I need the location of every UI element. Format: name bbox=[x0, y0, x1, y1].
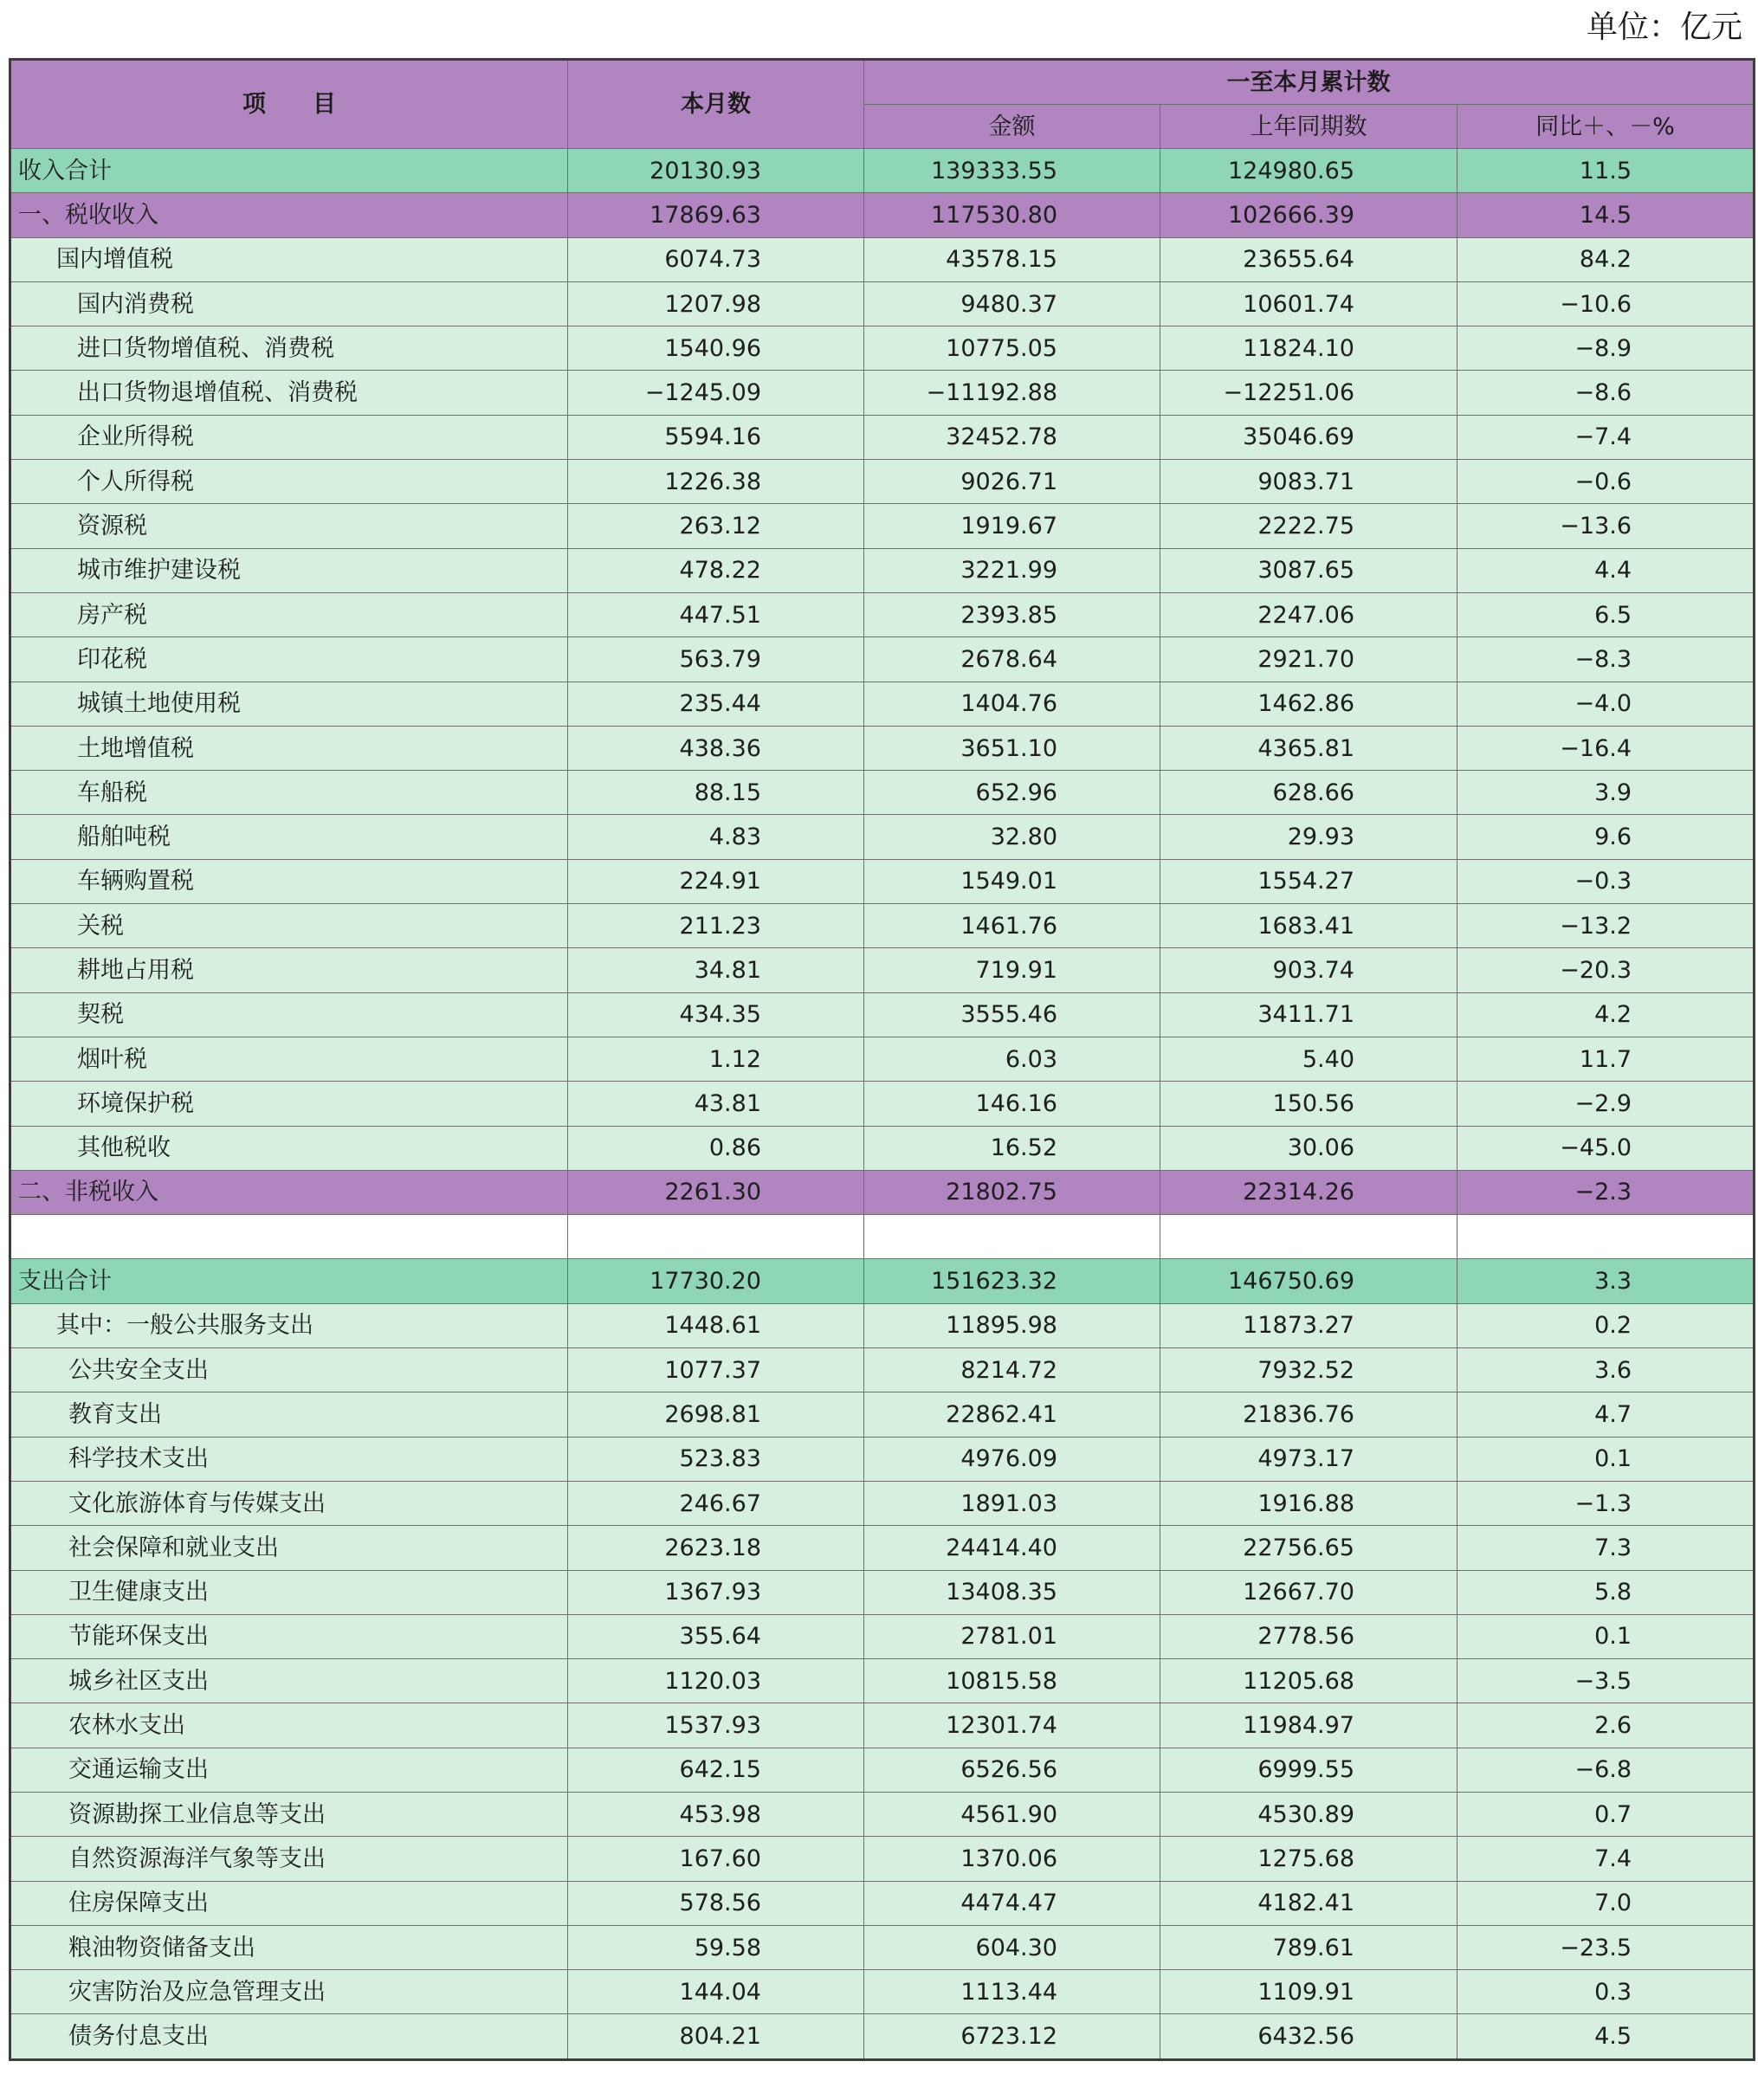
last-year-amount: 30.06 bbox=[1160, 1126, 1457, 1170]
last-year-amount: 1916.88 bbox=[1160, 1481, 1457, 1525]
cumulative-amount: 6723.12 bbox=[864, 2014, 1160, 2059]
yoy-percent: −2.3 bbox=[1457, 1170, 1755, 1214]
table-row bbox=[10, 1037, 1755, 1081]
last-year-amount: 29.93 bbox=[1160, 815, 1457, 859]
row-label: 印花税 bbox=[10, 637, 568, 682]
table-row bbox=[10, 1392, 1755, 1437]
month-value: 447.51 bbox=[568, 592, 864, 636]
cumulative-amount: 139333.55 bbox=[864, 149, 1160, 193]
last-year-amount: 11984.97 bbox=[1160, 1703, 1457, 1748]
row-label: 文化旅游体育与传媒支出 bbox=[10, 1481, 568, 1525]
yoy-percent: 7.3 bbox=[1457, 1526, 1755, 1570]
table-row bbox=[10, 1614, 1755, 1658]
cumulative-amount: 13408.35 bbox=[864, 1570, 1160, 1614]
table-row bbox=[10, 237, 1755, 281]
table-row bbox=[10, 1703, 1755, 1748]
last-year-amount bbox=[1160, 1215, 1457, 1259]
row-label: 国内增值税 bbox=[10, 237, 568, 281]
cumulative-amount: 1919.67 bbox=[864, 504, 1160, 548]
row-label: 社会保障和就业支出 bbox=[10, 1526, 568, 1570]
table-row bbox=[10, 1881, 1755, 1925]
yoy-percent: 3.9 bbox=[1457, 771, 1755, 815]
cumulative-amount: 9480.37 bbox=[864, 281, 1160, 326]
header-last-year: 上年同期数 bbox=[1160, 105, 1457, 149]
yoy-percent: 7.4 bbox=[1457, 1837, 1755, 1881]
month-value: 563.79 bbox=[568, 637, 864, 682]
header-yoy: 同比＋、－% bbox=[1457, 105, 1755, 149]
yoy-percent: −45.0 bbox=[1457, 1126, 1755, 1170]
row-label: 教育支出 bbox=[10, 1392, 568, 1437]
month-value: 4.83 bbox=[568, 815, 864, 859]
last-year-amount: −12251.06 bbox=[1160, 371, 1457, 415]
cumulative-amount: 719.91 bbox=[864, 948, 1160, 992]
table-spacer-row bbox=[10, 1215, 1755, 1259]
month-value: 263.12 bbox=[568, 504, 864, 548]
last-year-amount: 124980.65 bbox=[1160, 149, 1457, 193]
row-label: 一、税收收入 bbox=[10, 193, 568, 237]
row-label: 城市维护建设税 bbox=[10, 548, 568, 592]
table-row bbox=[10, 948, 1755, 992]
last-year-amount: 10601.74 bbox=[1160, 281, 1457, 326]
table-row bbox=[10, 1481, 1755, 1525]
row-label: 房产税 bbox=[10, 592, 568, 636]
month-value: 6074.73 bbox=[568, 237, 864, 281]
month-value: 43.81 bbox=[568, 1082, 864, 1126]
last-year-amount: 21836.76 bbox=[1160, 1392, 1457, 1437]
yoy-percent: 7.0 bbox=[1457, 1881, 1755, 1925]
yoy-percent: −1.3 bbox=[1457, 1481, 1755, 1525]
month-value: 224.91 bbox=[568, 859, 864, 903]
row-label: 农林水支出 bbox=[10, 1703, 568, 1748]
table-row bbox=[10, 904, 1755, 948]
row-label: 资源勘探工业信息等支出 bbox=[10, 1792, 568, 1836]
cumulative-amount: 1891.03 bbox=[864, 1481, 1160, 1525]
table-row bbox=[10, 726, 1755, 770]
table-row bbox=[10, 815, 1755, 859]
month-value: 1448.61 bbox=[568, 1303, 864, 1347]
yoy-percent: 14.5 bbox=[1457, 193, 1755, 237]
yoy-percent: −23.5 bbox=[1457, 1925, 1755, 1969]
yoy-percent: −2.9 bbox=[1457, 1082, 1755, 1126]
cumulative-amount: 4561.90 bbox=[864, 1792, 1160, 1836]
row-label: 土地增值税 bbox=[10, 726, 568, 770]
month-value bbox=[568, 1215, 864, 1259]
table-row bbox=[10, 460, 1755, 504]
yoy-percent: 0.7 bbox=[1457, 1792, 1755, 1836]
last-year-amount: 4973.17 bbox=[1160, 1437, 1457, 1481]
table-row bbox=[10, 1437, 1755, 1481]
month-value: 1207.98 bbox=[568, 281, 864, 326]
cumulative-amount: 12301.74 bbox=[864, 1703, 1160, 1748]
month-value: 438.36 bbox=[568, 726, 864, 770]
table-row bbox=[10, 1659, 1755, 1703]
row-label bbox=[10, 1215, 568, 1259]
last-year-amount: 903.74 bbox=[1160, 948, 1457, 992]
last-year-amount: 22756.65 bbox=[1160, 1526, 1457, 1570]
row-label: 资源税 bbox=[10, 504, 568, 548]
cumulative-amount: 6526.56 bbox=[864, 1748, 1160, 1792]
last-year-amount: 1554.27 bbox=[1160, 859, 1457, 903]
yoy-percent: 11.5 bbox=[1457, 149, 1755, 193]
row-label: 节能环保支出 bbox=[10, 1614, 568, 1658]
yoy-percent: −8.9 bbox=[1457, 326, 1755, 371]
yoy-percent: 4.7 bbox=[1457, 1392, 1755, 1437]
cumulative-amount: −11192.88 bbox=[864, 371, 1160, 415]
last-year-amount: 1275.68 bbox=[1160, 1837, 1457, 1881]
cumulative-amount: 32452.78 bbox=[864, 415, 1160, 459]
table-row bbox=[10, 1925, 1755, 1969]
table-header bbox=[10, 60, 1755, 149]
month-value: 453.98 bbox=[568, 1792, 864, 1836]
table-row bbox=[10, 1170, 1755, 1214]
fiscal-table-container bbox=[9, 58, 1753, 2061]
yoy-percent: −6.8 bbox=[1457, 1748, 1755, 1792]
table-row bbox=[10, 1837, 1755, 1881]
cumulative-amount: 3651.10 bbox=[864, 726, 1160, 770]
yoy-percent: −8.3 bbox=[1457, 637, 1755, 682]
cumulative-amount: 1549.01 bbox=[864, 859, 1160, 903]
row-label: 进口货物增值税、消费税 bbox=[10, 326, 568, 371]
cumulative-amount: 16.52 bbox=[864, 1126, 1160, 1170]
month-value: 34.81 bbox=[568, 948, 864, 992]
row-label: 交通运输支出 bbox=[10, 1748, 568, 1792]
row-label: 出口货物退增值税、消费税 bbox=[10, 371, 568, 415]
month-value: 523.83 bbox=[568, 1437, 864, 1481]
row-label: 科学技术支出 bbox=[10, 1437, 568, 1481]
table-row bbox=[10, 371, 1755, 415]
cumulative-amount: 2781.01 bbox=[864, 1614, 1160, 1658]
month-value: 59.58 bbox=[568, 1925, 864, 1969]
last-year-amount: 5.40 bbox=[1160, 1037, 1457, 1081]
last-year-amount: 789.61 bbox=[1160, 1925, 1457, 1969]
row-label: 卫生健康支出 bbox=[10, 1570, 568, 1614]
row-label: 耕地占用税 bbox=[10, 948, 568, 992]
table-row bbox=[10, 2014, 1755, 2059]
cumulative-amount: 2678.64 bbox=[864, 637, 1160, 682]
row-label: 支出合计 bbox=[10, 1259, 568, 1303]
last-year-amount: 2778.56 bbox=[1160, 1614, 1457, 1658]
last-year-amount: 628.66 bbox=[1160, 771, 1457, 815]
row-label: 二、非税收入 bbox=[10, 1170, 568, 1214]
yoy-percent: 6.5 bbox=[1457, 592, 1755, 636]
month-value: 5594.16 bbox=[568, 415, 864, 459]
cumulative-amount: 8214.72 bbox=[864, 1348, 1160, 1392]
table-row bbox=[10, 682, 1755, 726]
cumulative-amount: 10815.58 bbox=[864, 1659, 1160, 1703]
last-year-amount: 4530.89 bbox=[1160, 1792, 1457, 1836]
last-year-amount: 11873.27 bbox=[1160, 1303, 1457, 1347]
cumulative-amount: 6.03 bbox=[864, 1037, 1160, 1081]
table-row bbox=[10, 859, 1755, 903]
cumulative-amount: 652.96 bbox=[864, 771, 1160, 815]
last-year-amount: 23655.64 bbox=[1160, 237, 1457, 281]
table-row bbox=[10, 771, 1755, 815]
month-value: 17869.63 bbox=[568, 193, 864, 237]
row-label: 烟叶税 bbox=[10, 1037, 568, 1081]
table-row bbox=[10, 992, 1755, 1037]
month-value: 1367.93 bbox=[568, 1570, 864, 1614]
month-value: 235.44 bbox=[568, 682, 864, 726]
yoy-percent: −7.4 bbox=[1457, 415, 1755, 459]
yoy-percent: 0.1 bbox=[1457, 1437, 1755, 1481]
row-label: 住房保障支出 bbox=[10, 1881, 568, 1925]
last-year-amount: 11824.10 bbox=[1160, 326, 1457, 371]
row-label: 契税 bbox=[10, 992, 568, 1037]
month-value: 2698.81 bbox=[568, 1392, 864, 1437]
yoy-percent: −3.5 bbox=[1457, 1659, 1755, 1703]
yoy-percent bbox=[1457, 1215, 1755, 1259]
yoy-percent: 2.6 bbox=[1457, 1703, 1755, 1748]
cumulative-amount: 11895.98 bbox=[864, 1303, 1160, 1347]
last-year-amount: 146750.69 bbox=[1160, 1259, 1457, 1303]
row-label: 公共安全支出 bbox=[10, 1348, 568, 1392]
cumulative-amount: 146.16 bbox=[864, 1082, 1160, 1126]
table-row bbox=[10, 1126, 1755, 1170]
cumulative-amount: 1461.76 bbox=[864, 904, 1160, 948]
last-year-amount: 4182.41 bbox=[1160, 1881, 1457, 1925]
yoy-percent: −20.3 bbox=[1457, 948, 1755, 992]
table-row bbox=[10, 326, 1755, 371]
table-row bbox=[10, 1348, 1755, 1392]
last-year-amount: 7932.52 bbox=[1160, 1348, 1457, 1392]
row-label: 车船税 bbox=[10, 771, 568, 815]
yoy-percent: 9.6 bbox=[1457, 815, 1755, 859]
month-value: 144.04 bbox=[568, 1970, 864, 2014]
cumulative-amount: 43578.15 bbox=[864, 237, 1160, 281]
table-row bbox=[10, 1970, 1755, 2014]
row-label: 企业所得税 bbox=[10, 415, 568, 459]
cumulative-amount: 9026.71 bbox=[864, 460, 1160, 504]
row-label: 关税 bbox=[10, 904, 568, 948]
month-value: 1540.96 bbox=[568, 326, 864, 371]
last-year-amount: 35046.69 bbox=[1160, 415, 1457, 459]
row-label: 收入合计 bbox=[10, 149, 568, 193]
month-value: −1245.09 bbox=[568, 371, 864, 415]
table-row bbox=[10, 1526, 1755, 1570]
header-month: 本月数 bbox=[568, 60, 864, 149]
table-row bbox=[10, 1570, 1755, 1614]
row-label: 城乡社区支出 bbox=[10, 1659, 568, 1703]
table-row bbox=[10, 149, 1755, 193]
month-value: 167.60 bbox=[568, 1837, 864, 1881]
header-amount: 金额 bbox=[864, 105, 1160, 149]
cumulative-amount: 4474.47 bbox=[864, 1881, 1160, 1925]
yoy-percent: 3.6 bbox=[1457, 1348, 1755, 1392]
table-row bbox=[10, 1303, 1755, 1347]
month-value: 1537.93 bbox=[568, 1703, 864, 1748]
yoy-percent: −10.6 bbox=[1457, 281, 1755, 326]
table-row bbox=[10, 592, 1755, 636]
yoy-percent: −13.6 bbox=[1457, 504, 1755, 548]
month-value: 1077.37 bbox=[568, 1348, 864, 1392]
cumulative-amount: 22862.41 bbox=[864, 1392, 1160, 1437]
row-label: 粮油物资储备支出 bbox=[10, 1925, 568, 1969]
cumulative-amount: 3221.99 bbox=[864, 548, 1160, 592]
yoy-percent: −0.3 bbox=[1457, 859, 1755, 903]
month-value: 20130.93 bbox=[568, 149, 864, 193]
last-year-amount: 4365.81 bbox=[1160, 726, 1457, 770]
month-value: 88.15 bbox=[568, 771, 864, 815]
row-label: 国内消费税 bbox=[10, 281, 568, 326]
last-year-amount: 12667.70 bbox=[1160, 1570, 1457, 1614]
cumulative-amount: 151623.32 bbox=[864, 1259, 1160, 1303]
table-row bbox=[10, 1792, 1755, 1836]
month-value: 246.67 bbox=[568, 1481, 864, 1525]
month-value: 1120.03 bbox=[568, 1659, 864, 1703]
month-value: 642.15 bbox=[568, 1748, 864, 1792]
month-value: 355.64 bbox=[568, 1614, 864, 1658]
fiscal-revenue-expenditure-table bbox=[9, 58, 1755, 2061]
month-value: 211.23 bbox=[568, 904, 864, 948]
month-value: 2623.18 bbox=[568, 1526, 864, 1570]
yoy-percent: −16.4 bbox=[1457, 726, 1755, 770]
table-row bbox=[10, 548, 1755, 592]
yoy-percent: 84.2 bbox=[1457, 237, 1755, 281]
yoy-percent: −0.6 bbox=[1457, 460, 1755, 504]
header-item: 项 目 bbox=[10, 60, 568, 149]
cumulative-amount: 3555.46 bbox=[864, 992, 1160, 1037]
month-value: 578.56 bbox=[568, 1881, 864, 1925]
row-label: 其中：一般公共服务支出 bbox=[10, 1303, 568, 1347]
table-row bbox=[10, 281, 1755, 326]
table-row bbox=[10, 1259, 1755, 1303]
yoy-percent: 0.3 bbox=[1457, 1970, 1755, 2014]
row-label: 船舶吨税 bbox=[10, 815, 568, 859]
cumulative-amount bbox=[864, 1215, 1160, 1259]
month-value: 0.86 bbox=[568, 1126, 864, 1170]
table-row bbox=[10, 504, 1755, 548]
month-value: 1226.38 bbox=[568, 460, 864, 504]
yoy-percent: 11.7 bbox=[1457, 1037, 1755, 1081]
table-row bbox=[10, 1082, 1755, 1126]
cumulative-amount: 10775.05 bbox=[864, 326, 1160, 371]
table-row bbox=[10, 415, 1755, 459]
last-year-amount: 2247.06 bbox=[1160, 592, 1457, 636]
yoy-percent: 0.2 bbox=[1457, 1303, 1755, 1347]
last-year-amount: 3411.71 bbox=[1160, 992, 1457, 1037]
month-value: 17730.20 bbox=[568, 1259, 864, 1303]
yoy-percent: 4.2 bbox=[1457, 992, 1755, 1037]
cumulative-amount: 21802.75 bbox=[864, 1170, 1160, 1214]
yoy-percent: −8.6 bbox=[1457, 371, 1755, 415]
yoy-percent: 0.1 bbox=[1457, 1614, 1755, 1658]
cumulative-amount: 24414.40 bbox=[864, 1526, 1160, 1570]
month-value: 2261.30 bbox=[568, 1170, 864, 1214]
table-row bbox=[10, 193, 1755, 237]
last-year-amount: 1462.86 bbox=[1160, 682, 1457, 726]
yoy-percent: 5.8 bbox=[1457, 1570, 1755, 1614]
last-year-amount: 1109.91 bbox=[1160, 1970, 1457, 2014]
last-year-amount: 1683.41 bbox=[1160, 904, 1457, 948]
month-value: 804.21 bbox=[568, 2014, 864, 2059]
row-label: 车辆购置税 bbox=[10, 859, 568, 903]
yoy-percent: −13.2 bbox=[1457, 904, 1755, 948]
table-body bbox=[10, 149, 1755, 2060]
yoy-percent: 4.5 bbox=[1457, 2014, 1755, 2059]
month-value: 478.22 bbox=[568, 548, 864, 592]
cumulative-amount: 604.30 bbox=[864, 1925, 1160, 1969]
row-label: 其他税收 bbox=[10, 1126, 568, 1170]
yoy-percent: 3.3 bbox=[1457, 1259, 1755, 1303]
last-year-amount: 9083.71 bbox=[1160, 460, 1457, 504]
month-value: 1.12 bbox=[568, 1037, 864, 1081]
cumulative-amount: 1113.44 bbox=[864, 1970, 1160, 2014]
cumulative-amount: 1404.76 bbox=[864, 682, 1160, 726]
last-year-amount: 102666.39 bbox=[1160, 193, 1457, 237]
header-cumulative: 一至本月累计数 bbox=[864, 60, 1755, 105]
yoy-percent: −4.0 bbox=[1457, 682, 1755, 726]
cumulative-amount: 4976.09 bbox=[864, 1437, 1160, 1481]
last-year-amount: 150.56 bbox=[1160, 1082, 1457, 1126]
row-label: 债务付息支出 bbox=[10, 2014, 568, 2059]
row-label: 个人所得税 bbox=[10, 460, 568, 504]
last-year-amount: 2921.70 bbox=[1160, 637, 1457, 682]
last-year-amount: 22314.26 bbox=[1160, 1170, 1457, 1214]
last-year-amount: 3087.65 bbox=[1160, 548, 1457, 592]
last-year-amount: 6999.55 bbox=[1160, 1748, 1457, 1792]
table-row bbox=[10, 1748, 1755, 1792]
last-year-amount: 6432.56 bbox=[1160, 2014, 1457, 2059]
row-label: 环境保护税 bbox=[10, 1082, 568, 1126]
cumulative-amount: 1370.06 bbox=[864, 1837, 1160, 1881]
cumulative-amount: 32.80 bbox=[864, 815, 1160, 859]
yoy-percent: 4.4 bbox=[1457, 548, 1755, 592]
cumulative-amount: 2393.85 bbox=[864, 592, 1160, 636]
last-year-amount: 11205.68 bbox=[1160, 1659, 1457, 1703]
last-year-amount: 2222.75 bbox=[1160, 504, 1457, 548]
unit-label: 单位：亿元 bbox=[1586, 10, 1742, 45]
table-row bbox=[10, 637, 1755, 682]
row-label: 城镇土地使用税 bbox=[10, 682, 568, 726]
cumulative-amount: 117530.80 bbox=[864, 193, 1160, 237]
row-label: 灾害防治及应急管理支出 bbox=[10, 1970, 568, 2014]
row-label: 自然资源海洋气象等支出 bbox=[10, 1837, 568, 1881]
month-value: 434.35 bbox=[568, 992, 864, 1037]
